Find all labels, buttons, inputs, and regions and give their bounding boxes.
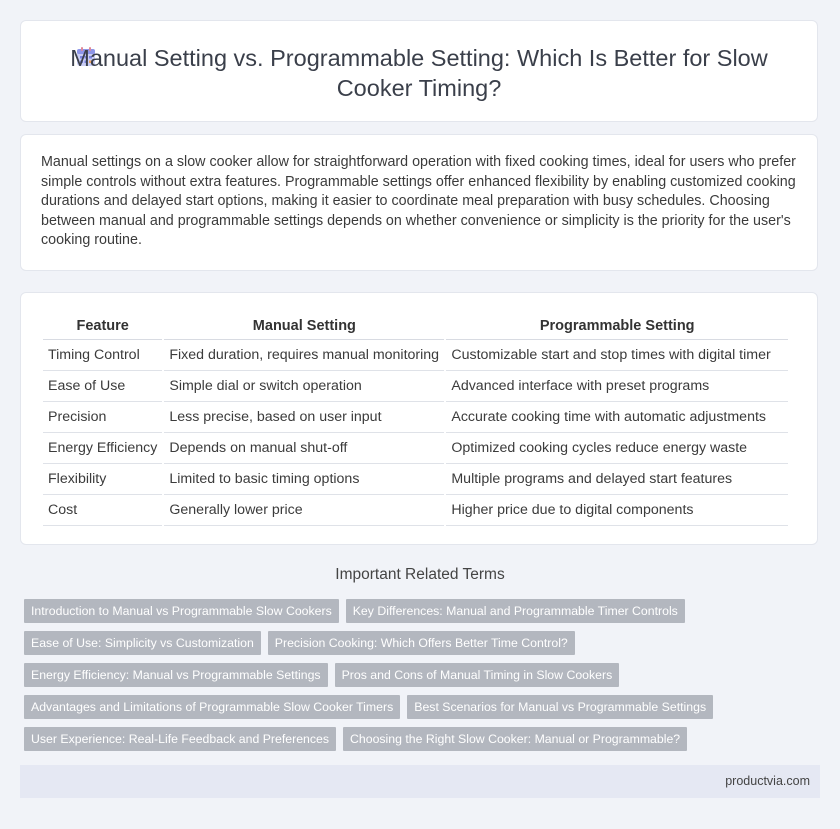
- comparison-table: [41, 315, 790, 526]
- tag-row: [24, 631, 824, 655]
- cell-programmable: Optimized cooking cycles reduce energy waste: [446, 433, 788, 464]
- related-term-link[interactable]: Key Differences: Manual and Programmable Timer Controls: [346, 599, 685, 623]
- tag-row: [24, 599, 824, 623]
- related-term-link[interactable]: User Experience: Real-Life Feedback and Preferences: [24, 727, 336, 751]
- header-card: [20, 20, 818, 122]
- table-row: [43, 402, 788, 433]
- cell-programmable: Accurate cooking time with automatic adjustments: [446, 402, 788, 433]
- header-manual: Manual Setting: [164, 315, 444, 340]
- related-term-link[interactable]: Energy Efficiency: Manual vs Programmable Settings: [24, 663, 328, 687]
- cell-programmable: Higher price due to digital components: [446, 495, 788, 526]
- related-terms-title: Important Related Terms: [335, 566, 505, 583]
- table-row: [43, 433, 788, 464]
- cell-feature: Precision: [43, 402, 162, 433]
- intro-card: [20, 134, 818, 271]
- cell-manual: Limited to basic timing options: [164, 464, 444, 495]
- cell-feature: Flexibility: [43, 464, 162, 495]
- cell-manual: Simple dial or switch operation: [164, 371, 444, 402]
- tag-row: [24, 695, 824, 719]
- table-row: [43, 340, 788, 371]
- cell-programmable: Customizable start and stop times with digital timer: [446, 340, 788, 371]
- cell-manual: Generally lower price: [164, 495, 444, 526]
- related-term-link[interactable]: Best Scenarios for Manual vs Programmable Settings: [407, 695, 713, 719]
- related-term-link[interactable]: Introduction to Manual vs Programmable Slow Cookers: [24, 599, 339, 623]
- tag-row: [24, 727, 824, 751]
- cell-feature: Cost: [43, 495, 162, 526]
- cell-manual: Depends on manual shut-off: [164, 433, 444, 464]
- related-term-link[interactable]: Ease of Use: Simplicity vs Customization: [24, 631, 261, 655]
- related-term-link[interactable]: Precision Cooking: Which Offers Better Time Control?: [268, 631, 575, 655]
- cell-feature: Energy Efficiency: [43, 433, 162, 464]
- related-term-link[interactable]: Advantages and Limitations of Programmable Slow Cooker Timers: [24, 695, 400, 719]
- cell-manual: Fixed duration, requires manual monitoring: [164, 340, 444, 371]
- footer: [20, 765, 820, 798]
- footer-source[interactable]: productvia.com: [725, 774, 810, 788]
- cell-programmable: Advanced interface with preset programs: [446, 371, 788, 402]
- related-term-link[interactable]: Choosing the Right Slow Cooker: Manual or Programmable?: [343, 727, 687, 751]
- related-term-link[interactable]: Pros and Cons of Manual Timing in Slow Cookers: [335, 663, 620, 687]
- table-header-row: [43, 315, 788, 340]
- header-programmable: Programmable Setting: [446, 315, 788, 340]
- table-row: [43, 371, 788, 402]
- intro-paragraph: Manual settings on a slow cooker allow for straightforward operation with fixed cooking times, ideal for users who prefer simple controls without extra features. Programmable settings offer enhanced flexibility by enabling customized cooking durations and delayed start options, making it easier to coordinate meal preparation with busy schedules. Choosing between manual and programmable settings depends on whether convenience or simplicity is the priority for the user's cooking routine.: [41, 154, 796, 249]
- comparison-card: [20, 292, 818, 545]
- related-terms-list: [24, 599, 824, 759]
- cell-feature: Ease of Use: [43, 371, 162, 402]
- cell-feature: Timing Control: [43, 340, 162, 371]
- tag-row: [24, 663, 824, 687]
- header-feature: Feature: [43, 315, 162, 340]
- cell-manual: Less precise, based on user input: [164, 402, 444, 433]
- page-title: Manual Setting vs. Programmable Setting: Which Is Better for Slow Cooker Timing?: [70, 45, 768, 101]
- table-row: [43, 464, 788, 495]
- cell-programmable: Multiple programs and delayed start features: [446, 464, 788, 495]
- table-row: [43, 495, 788, 526]
